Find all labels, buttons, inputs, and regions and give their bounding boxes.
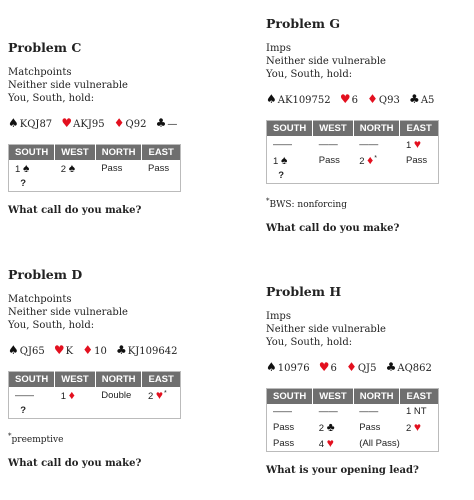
col-east: EAST bbox=[142, 372, 180, 388]
auction-cell: —— bbox=[359, 406, 379, 417]
auction-cell: Pass bbox=[273, 421, 295, 433]
auction-cell: —— bbox=[273, 138, 292, 150]
auction-row bbox=[9, 160, 181, 176]
problem-title: Problem G bbox=[266, 16, 341, 31]
problem-title: Problem C bbox=[8, 40, 82, 55]
heart-icon: ♥ bbox=[155, 388, 164, 402]
diamond-icon: ♦ bbox=[82, 343, 94, 357]
heart-icon: ♥ bbox=[339, 92, 351, 106]
diamond-holding: 10 bbox=[94, 346, 107, 357]
auction-header bbox=[267, 389, 439, 405]
col-north: NORTH bbox=[353, 121, 400, 137]
heart-holding: 6 bbox=[351, 95, 358, 106]
spade-holding: 10976 bbox=[277, 363, 310, 374]
auction-header bbox=[267, 121, 439, 137]
auction-cell: 1 ♠ bbox=[273, 153, 288, 167]
col-east: EAST bbox=[142, 145, 180, 161]
col-east: EAST bbox=[400, 389, 438, 405]
col-south: SOUTH bbox=[9, 372, 55, 388]
hand bbox=[266, 93, 471, 107]
club-icon: ♣ bbox=[385, 360, 397, 374]
auction-row bbox=[9, 176, 181, 192]
col-south: SOUTH bbox=[9, 145, 55, 161]
col-north: NORTH bbox=[95, 372, 142, 388]
problem-c bbox=[8, 40, 228, 216]
heart-holding: AKJ95 bbox=[73, 119, 105, 130]
auction-cell: 2 ♦* bbox=[359, 153, 377, 167]
heart-icon: ♥ bbox=[53, 343, 65, 357]
col-south: SOUTH bbox=[267, 121, 313, 137]
col-east: EAST bbox=[400, 121, 438, 137]
hand bbox=[8, 344, 228, 358]
footnote: *preemptive bbox=[8, 432, 64, 445]
problem-h bbox=[266, 284, 471, 476]
spade-icon: ♠ bbox=[8, 116, 19, 130]
position: You, South, hold: bbox=[266, 69, 353, 80]
auction-cell: 2 ♠ bbox=[60, 161, 76, 175]
auction-table bbox=[266, 388, 439, 452]
auction-cell: Pass bbox=[405, 154, 428, 166]
auction-row bbox=[9, 403, 181, 419]
spade-icon: ♠ bbox=[8, 343, 19, 357]
auction-row bbox=[267, 152, 439, 168]
auction-cell: Pass bbox=[147, 162, 170, 174]
heart-icon: ♥ bbox=[318, 360, 330, 374]
heart-icon: ♥ bbox=[413, 420, 422, 434]
col-west: WEST bbox=[313, 121, 353, 137]
diamond-holding: Q93 bbox=[378, 95, 400, 106]
diamond-holding: QJ5 bbox=[357, 363, 377, 374]
problem-g bbox=[266, 16, 471, 234]
auction-table bbox=[8, 144, 181, 192]
auction-cell: 1 NT bbox=[405, 406, 427, 417]
heart-icon: ♥ bbox=[413, 137, 422, 151]
auction-cell: —— bbox=[15, 389, 34, 401]
question: What call do you make? bbox=[8, 205, 142, 216]
diamond-icon: ♦ bbox=[346, 360, 357, 374]
scoring: Imps bbox=[266, 43, 291, 54]
diamond-icon: ♦ bbox=[367, 153, 374, 167]
diamond-icon: ♦ bbox=[367, 92, 378, 106]
spade-holding: KQJ87 bbox=[19, 119, 53, 130]
col-west: WEST bbox=[55, 372, 95, 388]
scoring: Imps bbox=[266, 311, 291, 322]
position: You, South, hold: bbox=[266, 337, 353, 348]
spade-holding: QJ65 bbox=[19, 346, 45, 357]
auction-table bbox=[266, 120, 439, 184]
position: You, South, hold: bbox=[8, 93, 95, 104]
auction-cell: ? bbox=[278, 170, 285, 181]
club-icon: ♣ bbox=[155, 116, 167, 130]
diamond-holding: Q92 bbox=[125, 119, 147, 130]
auction-cell: 4 ♥ bbox=[318, 436, 334, 450]
club-holding: AQ862 bbox=[397, 363, 432, 374]
spade-icon: ♠ bbox=[266, 360, 277, 374]
heart-holding: K bbox=[65, 346, 74, 357]
auction-cell: Double bbox=[101, 389, 132, 401]
footnote-marker: * bbox=[164, 389, 167, 397]
auction-cell: (All Pass) bbox=[359, 437, 400, 449]
scoring: Matchpoints bbox=[8, 67, 72, 78]
auction-cell: —— bbox=[273, 406, 292, 417]
question: What is your opening lead? bbox=[266, 465, 419, 476]
spade-icon: ♠ bbox=[266, 92, 277, 106]
problem-title: Problem H bbox=[266, 284, 342, 299]
problem-title: Problem D bbox=[8, 267, 83, 282]
spade-icon: ♠ bbox=[68, 161, 76, 175]
vulnerability: Neither side vulnerable bbox=[266, 56, 386, 67]
auction-row bbox=[267, 435, 439, 452]
vulnerability: Neither side vulnerable bbox=[8, 307, 128, 318]
heart-icon: ♥ bbox=[326, 436, 334, 450]
club-holding: KJ109642 bbox=[127, 346, 178, 357]
auction-cell: 2 ♥* bbox=[147, 388, 167, 402]
club-holding: — bbox=[167, 119, 178, 130]
diamond-icon: ♦ bbox=[68, 388, 75, 402]
auction-cell: Pass bbox=[273, 437, 295, 449]
heart-holding: 6 bbox=[330, 363, 337, 374]
auction-header bbox=[9, 372, 181, 388]
auction-row bbox=[267, 419, 439, 435]
auction-header bbox=[9, 145, 181, 161]
footnote-marker: * bbox=[374, 154, 377, 162]
auction-cell: 1 ♠ bbox=[15, 161, 30, 175]
auction-row bbox=[267, 168, 439, 184]
hand bbox=[8, 117, 228, 131]
spade-icon: ♠ bbox=[22, 161, 30, 175]
auction-cell: Pass bbox=[101, 162, 123, 174]
auction-cell: 2 ♣ bbox=[318, 420, 335, 434]
auction-row bbox=[267, 404, 439, 419]
vulnerability: Neither side vulnerable bbox=[8, 80, 128, 91]
question: What call do you make? bbox=[8, 458, 142, 469]
auction-cell: Pass bbox=[318, 154, 340, 166]
footnote: *BWS: nonforcing bbox=[266, 197, 347, 210]
vulnerability: Neither side vulnerable bbox=[266, 324, 386, 335]
col-west: WEST bbox=[313, 389, 353, 405]
auction-cell: ? bbox=[20, 178, 27, 189]
hand bbox=[266, 361, 471, 375]
col-north: NORTH bbox=[353, 389, 400, 405]
auction-table bbox=[8, 371, 181, 419]
auction-cell: —— bbox=[318, 406, 338, 417]
spade-holding: AK109752 bbox=[277, 95, 331, 106]
question: What call do you make? bbox=[266, 223, 400, 234]
col-south: SOUTH bbox=[267, 389, 313, 405]
auction-cell: 2 ♥ bbox=[405, 420, 422, 434]
heart-icon: ♥ bbox=[61, 116, 73, 130]
auction-cell: ? bbox=[20, 405, 27, 416]
auction-cell: —— bbox=[359, 138, 379, 150]
club-icon: ♣ bbox=[116, 343, 127, 357]
club-holding: A5 bbox=[420, 95, 435, 106]
col-north: NORTH bbox=[95, 145, 142, 161]
col-west: WEST bbox=[55, 145, 95, 161]
auction-cell: 1 ♥ bbox=[405, 137, 422, 151]
auction-cell: —— bbox=[318, 138, 338, 150]
auction-row bbox=[267, 136, 439, 152]
auction-cell: 1 ♦ bbox=[60, 388, 75, 402]
scoring: Matchpoints bbox=[8, 294, 72, 305]
problem-d bbox=[8, 267, 228, 469]
position: You, South, hold: bbox=[8, 320, 95, 331]
club-icon: ♣ bbox=[409, 92, 420, 106]
spade-icon: ♠ bbox=[280, 153, 288, 167]
club-icon: ♣ bbox=[326, 420, 335, 434]
auction-row bbox=[9, 387, 181, 403]
diamond-icon: ♦ bbox=[113, 116, 125, 130]
auction-cell: Pass bbox=[359, 421, 381, 433]
